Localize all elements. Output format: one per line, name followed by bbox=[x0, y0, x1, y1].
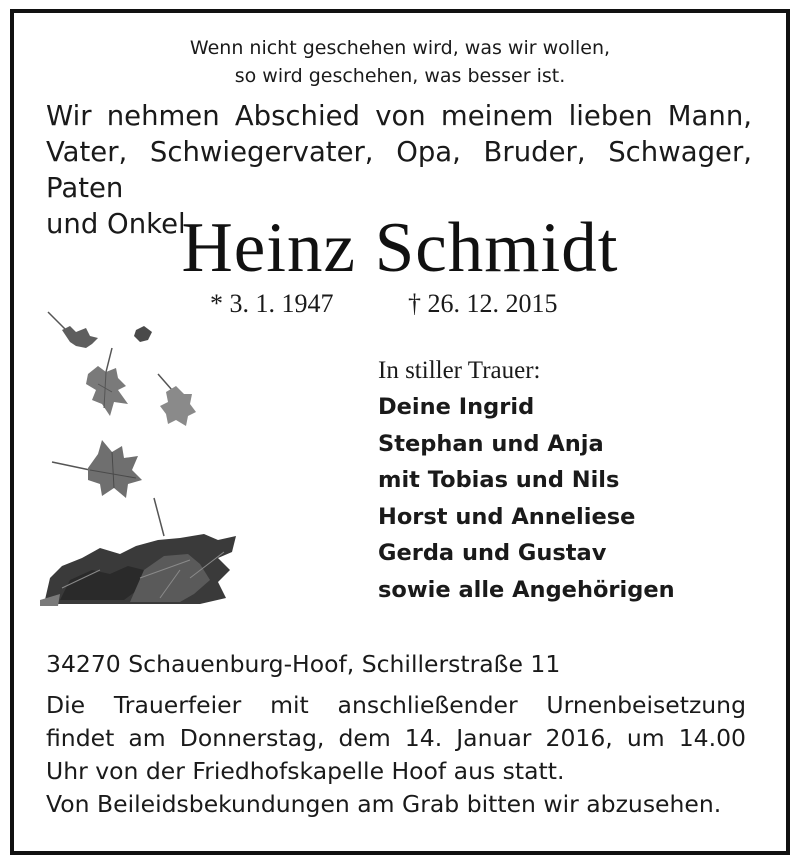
mourners-list bbox=[378, 352, 778, 608]
birth-date: * 3. 1. 1947 bbox=[210, 289, 334, 318]
ceremony-info bbox=[46, 689, 746, 821]
leaf-pile-icon bbox=[40, 534, 236, 606]
intro-line-3: und Onkel bbox=[46, 208, 186, 240]
intro-line-2: Vater, Schwiegervater, Opa, Bruder, Schwager, Paten bbox=[46, 136, 752, 204]
ceremony-line-3: Uhr von der Friedhofskapelle Hoof aus statt. bbox=[46, 757, 565, 785]
leaf-icon bbox=[134, 326, 152, 342]
death-date: † 26. 12. 2015 bbox=[408, 289, 558, 318]
motto-quote bbox=[0, 34, 800, 90]
leaf-icon bbox=[48, 312, 98, 348]
ceremony-line-1: Die Trauerfeier mit anschließender Urnenbeisetzung bbox=[46, 691, 746, 719]
motto-line-2: so wird geschehen, was besser ist. bbox=[234, 65, 566, 87]
intro-line-1: Wir nehmen Abschied von meinem lieben Mann, bbox=[46, 100, 752, 132]
leaf-icon bbox=[158, 374, 196, 426]
mourner-name: sowie alle Angehörigen bbox=[378, 576, 675, 603]
mourner-name: Horst und Anneliese bbox=[378, 503, 636, 530]
ceremony-line-2: findet am Donnerstag, dem 14. Januar 2016, um 14.00 bbox=[46, 724, 746, 752]
mourners-label: In stiller Trauer: bbox=[378, 357, 541, 384]
mourner-name: mit Tobias und Nils bbox=[378, 467, 620, 493]
family-address: 34270 Schauenburg-Hoof, Schillerstraße 11 bbox=[46, 650, 561, 678]
deceased-name: Heinz Schmidt bbox=[181, 209, 619, 287]
motto-line-1: Wenn nicht geschehen wird, was wir wollen, bbox=[189, 37, 611, 59]
ceremony-line-4: Von Beileidsbekundungen am Grab bitten wir abzusehen. bbox=[46, 790, 722, 818]
leaf-icon bbox=[86, 348, 128, 416]
leaf-icon bbox=[52, 440, 142, 498]
mourner-name: Deine Ingrid bbox=[378, 394, 535, 420]
mourner-name: Stephan und Anja bbox=[378, 430, 604, 457]
mourner-name: Gerda und Gustav bbox=[378, 540, 607, 566]
falling-leaves-icon bbox=[40, 308, 250, 608]
